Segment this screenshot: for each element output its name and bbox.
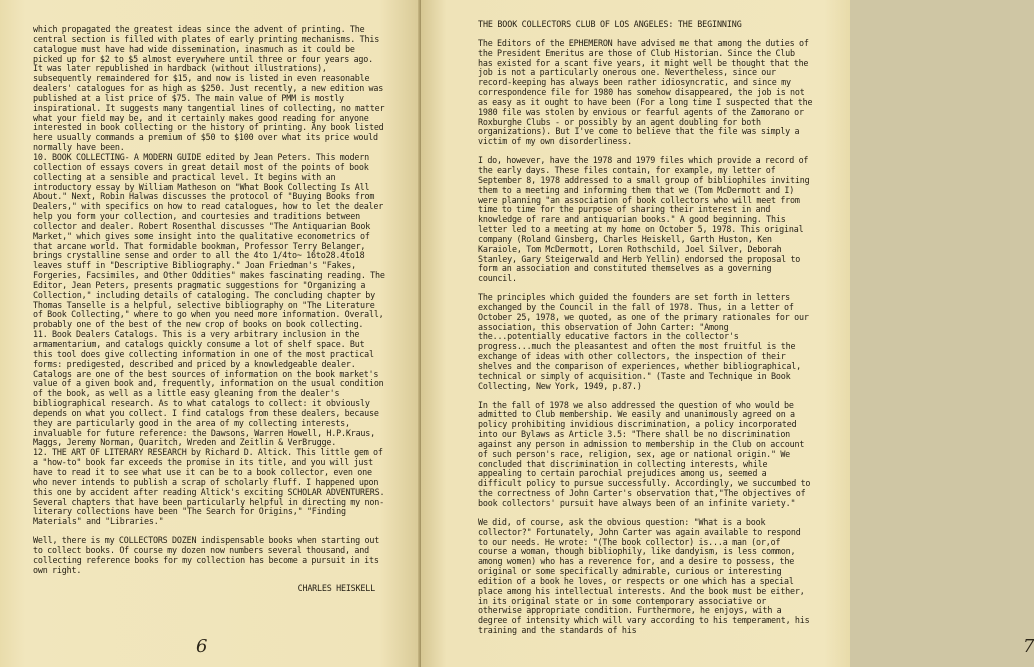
page-number-right: 7: [1023, 636, 1034, 657]
right-page-text: [478, 19, 817, 636]
right-paragraph-1: The Editors of the EPHEMERON have advised me that among the duties of the President Emeritus are those of Club Historian. Since the Club has existed for a scant five years, it might well be thought that the job is not a particularly onerous one. Nevertheless, since our record-keeping has always been rather idiosyncratic, and since my correspondence file for 1980 has somehow disappeared, the job is not as easy as it ought to have been (For a long time I suspected that the 1980 file was stolen by envious or fearful agents of the Zamorano or Roxburghe Clubs - or possibly by an agent doubling for both organizations). But I've come to believe that the file was simply a victim of my own disorderliness.: [478, 37, 817, 147]
left-paragraph-2: Well, there is my COLLECTORS DOZEN indispensable books when starting out to collect books. Of course my dozen now numbers several thousand, and collecting reference books for my collection has become a pursuit in its own right.: [33, 535, 384, 575]
left-page-text: [33, 25, 385, 594]
article-heading: THE BOOK COLLECTORS CLUB OF LOS ANGELES: THE BEGINNING: [478, 19, 742, 29]
right-paragraph-2: I do, however, have the 1978 and 1979 files which provide a record of the early days. These files contain, for example, my letter of September 8, 1978 addressed to a small group of bibliophiles inviting them to a meeting and informing them that we (Tom McDermott and I) were planning "an association of book collectors who will meet from time to time for the purpose of sharing their interest in and knowledge of rare and antiquarian books." A good beginning. This letter led to a meeting at my home on October 5, 1978. This original company (Roland Ginsberg, Charles Heiskell, Garth Huston, Ken Karaiole, Tom McDermott, Loren Rothschild, Joel Silver, Deborah Stanley, Gary Steigerwald and Herb Yellin) endorsed the proposal to form an association and constituted themselves as a governing council.: [478, 155, 814, 284]
page-number-left: 6: [196, 636, 208, 657]
right-paragraph-5: We did, of course, ask the obvious question: "What is a book collector?" Fortunately, John Carter was again available to respond to our needs. He wrote: "(The book collector) is...a man (or,of course a woman, though bibliophily, like dandyism, is less common, among women) who has a reverence for, and a desire to possess, the original or some specifically admirable, curious or interesting edition of a book he loves, or respects or one which has a special place among his intellectual interests. And the book must be either, in its original state or in some contemporary associative or otherwise appropriate condition. Furthermore, he enjoys, with a degree of intensity which will vary according to his temperament, his training and the standards of his: [478, 516, 814, 636]
right-paragraph-4: In the fall of 1978 we also addressed the question of who would be admitted to Club membership. We easily and unanimously agreed on a policy prohibiting invidious discrimination, a policy incorporated into our Bylaws as Article 3.5: "There shall be no discrimination against any person in admission to membership in the Club on account of such person's race, religion, sex, age or national origin." We concluded that discrimination in collecting interests, while appealing to certain parochial prejudices among us, seemed a difficult policy to pursue successfully. Accordingly, we succumbed to the correctness of John Carter's observation that,"The objectives of book collectors' pursuit have always been of an infinite variety.": [478, 399, 815, 508]
right-paragraph-3: The principles which guided the founders are set forth in letters exchanged by the Council in the fall of 1978. Thus, in a letter of October 25, 1978, we quoted, as one of the primary rationales for our association, this observation of John Carter: "Among the...potentially educative factors in the collector's progress...much the pleasantest and often the most fruitful is the exchange of ideas with other collectors, the inspection of their shelves and the comparison of experiences, whether bibliographical, technical or simply of acquisition." (Taste and Technique in Book Collecting, New York, 1949, p.87.): [478, 292, 814, 391]
right-page: [421, 0, 1034, 667]
left-page: [0, 0, 421, 667]
author-signature: CHARLES HEISKELL: [297, 583, 375, 594]
left-paragraph-1: which propagated the greatest ideas since the advent of printing. The central section is filled with plates of early printing mechanisms. This catalogue must have had wide dissemination, inasmuch as it could be picked up for $2 to $5 almost everywhere until three or four years ago. It was later republished in hardback (without illustrations), subsequently remaindered for $15, and now is listed in even reasonable dealers' catalogues for as high as $250. Just recently, a new edition was published at a list price of $75. The main value of PMM is mostly inspirational. It suggests many tangential lines of collecting, no matter what your field may be, and it certainly makes good reading for anyone interested in book collecting or the history of printing. Any book listed here usually commands a premium of $50 to $100 over what its price would normally have been. 10. BOOK COLLECTING- A MODERN GUIDE edited by Jean Peters. This modern collection of essays covers in great detail most of the points of book collecting at a sensible and practical level. It begins with an introductory essay by William Matheson on "What Book Collecting Is All About." Next, Robin Halwas discusses the protocol of "Buying Books from Dealers," with specifics on how to read catalogues, how to let the dealer help you form your collection, and courtesies and traditions between collector and dealer. Robert Rosenthal discusses "The Antiquarian Book Market," which gives some insight into the qualitative econometrics of that arcane world. That formidable bookman, Professor Terry Belanger, brings crystalline sense and order to all the 4to 1/4to~ 16to28.4to18 leaves stuff in "Descriptive Bibliography." Joan Friedman's "Fakes, Forgeries, Facsimiles, and Other Oddities" makes fascinating reading. The Editor, Jean Peters, presents pragmatic suggestions for "Organizing a Collection," including details of cataloging. The concluding chapter by Thomas Tanselle is a helpful, selective bibliography on "The Literature of Book Collecting," where to go when you need more information. Overall, probably one of the best of the new crop of books on book collecting. 11. Book Dealers Catalogs. This is a very arbitrary inclusion in the armamentarium, and catalogs quickly consume a lot of shelf space. But this tool does give collecting information in one of the most practical forms: predigested, described and priced by a knowledgeable dealer. Catalogs are one of the best sources of information on the book market's value of a given book and, frequently, information on the usual condition of the book, as well as a little easy gleaning from the dealer's bibliographical research. As to what catalogs to collect: it obviously depends on what you collect. I find catalogs from these dealers, because they are particularly good in the area of my collecting interests, invaluable for future reference: the Dawsons, Warren Howell, H.P.Kraus, Maggs, Jeremy Norman, Quaritch, Wreden and Zeitlin & VerBrugge. 12. THE ART OF LITERARY RESEARCH by Richard D. Altick. This little gem of a "how-to" book far exceeds the promise in its title, and you will just have to read it to see what use it can be to a book collector, even one who never intends to publish a scrap of scholarly fluff. I happened upon this one by accident after reading Altick's exciting SCHOLAR ADVENTURERS. Several chapters that have been particularly helpful in directing my non-literary collections have been "The Search for Origins," "Finding Materials" and "Libraries.": [33, 24, 385, 527]
